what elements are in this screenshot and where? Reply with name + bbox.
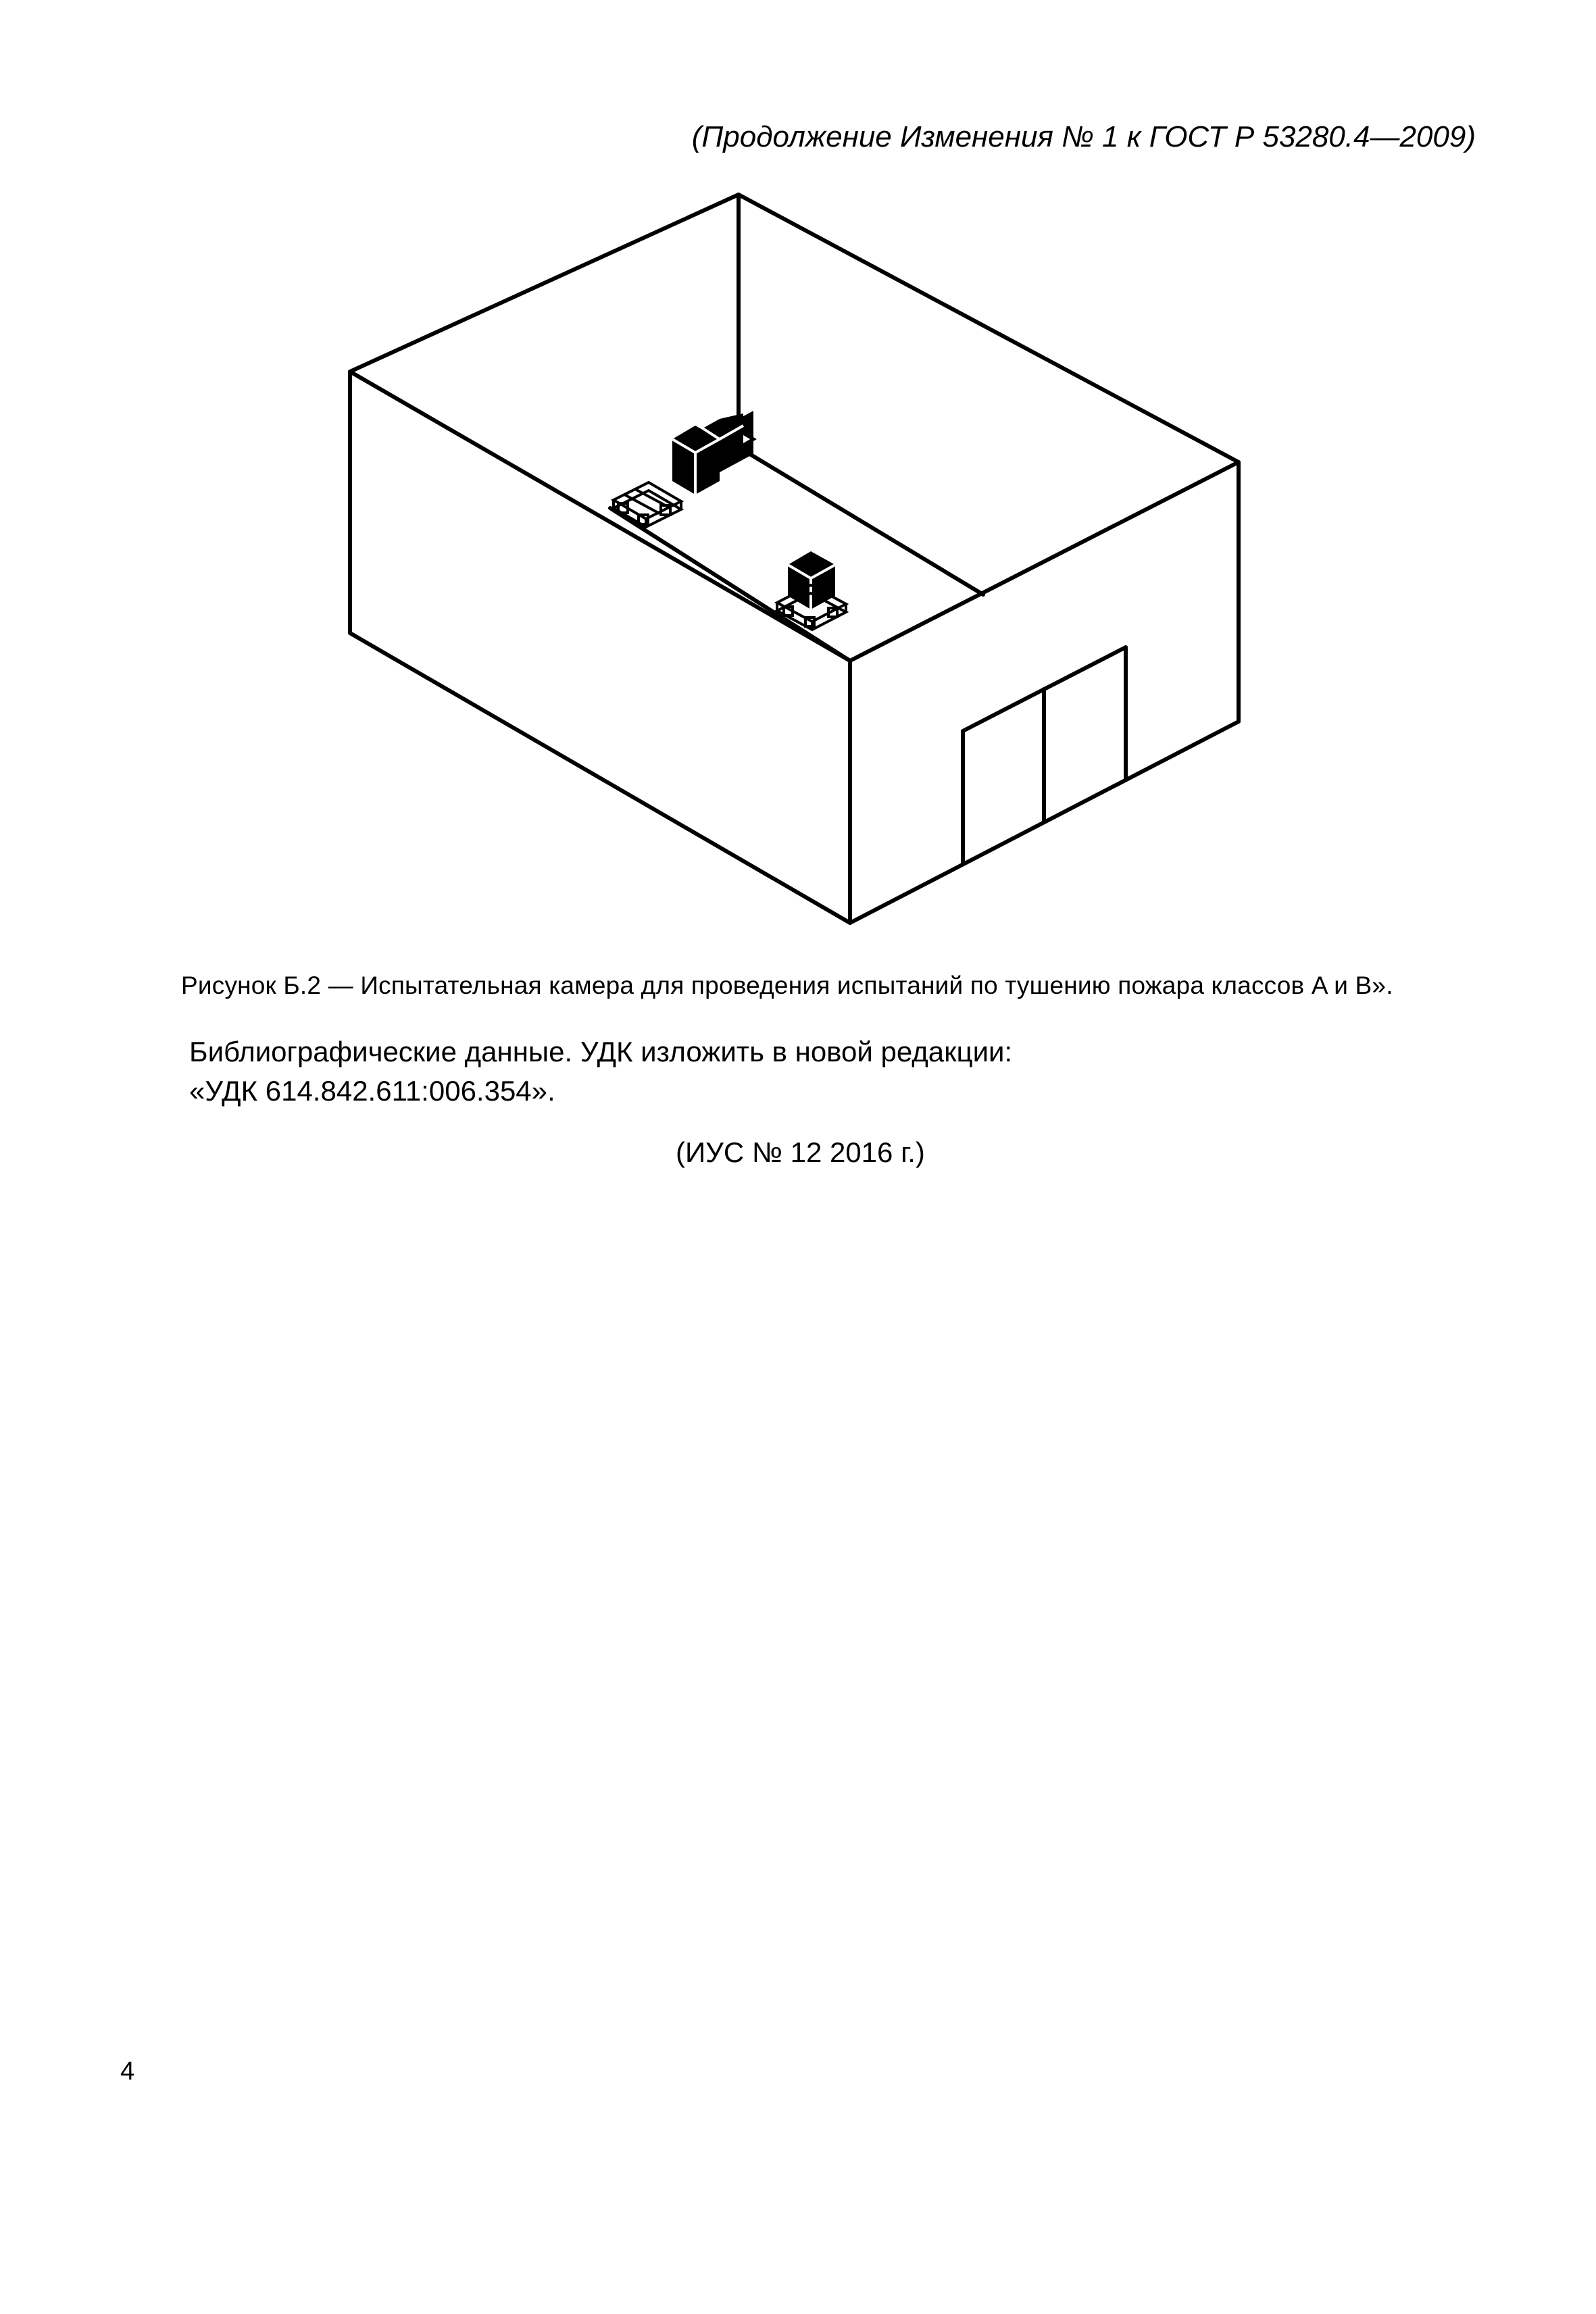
chamber-door xyxy=(963,647,1126,863)
wooden-pallet xyxy=(614,482,681,527)
ius-reference: (ИУС № 12 2016 г.) xyxy=(676,1136,925,1168)
header-continuation: (Продолжение Изменения № 1 к ГОСТ Р 53280.4—2009) xyxy=(691,120,1476,153)
amendment-text xyxy=(189,1032,1012,1111)
figure-caption: Рисунок Б.2 — Испытательная камера для проведения испытаний по тушению пожара классов A и B». xyxy=(181,972,1393,999)
chamber-outer-bottom xyxy=(350,633,1239,923)
chamber-walls xyxy=(350,195,1239,923)
amendment-line-1: Библиографические данные. УДК изложить в новой редакции: xyxy=(189,1036,1013,1067)
fire-object-cube-on-pallet xyxy=(777,551,846,630)
test-chamber-illustration xyxy=(0,0,1596,959)
fire-objects xyxy=(614,411,846,630)
fire-object-cube xyxy=(672,413,743,495)
page-number: 4 xyxy=(120,2057,135,2086)
amendment-line-2: «УДК 614.842.611:006.354». xyxy=(189,1075,555,1107)
chamber-floor-line-back xyxy=(739,447,983,595)
